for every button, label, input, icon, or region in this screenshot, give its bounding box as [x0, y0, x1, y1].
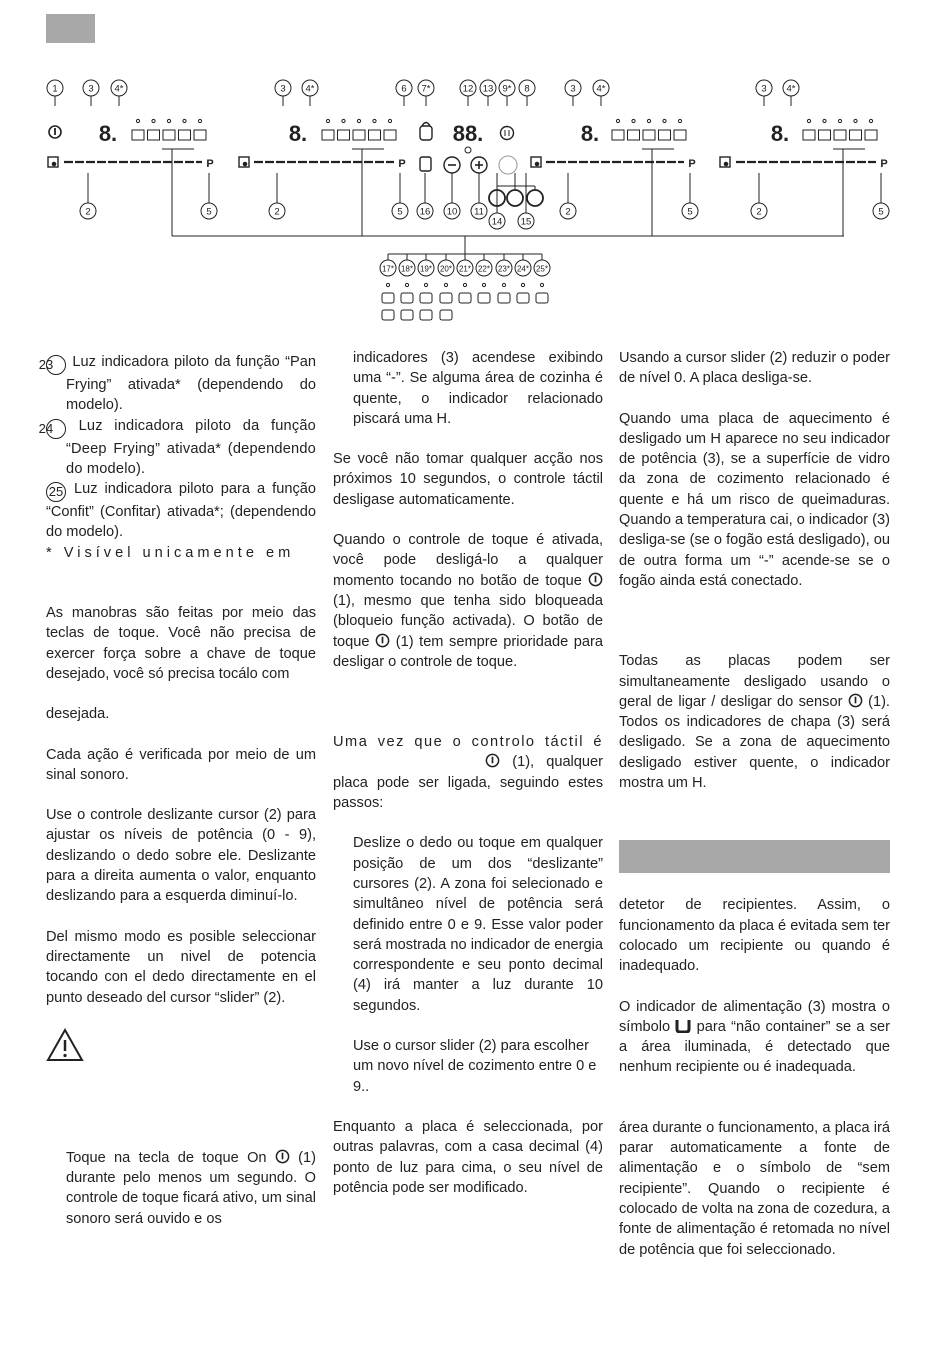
- callout-label: 2: [565, 206, 571, 218]
- level-box: [674, 130, 686, 140]
- callout-label: 10: [446, 206, 458, 218]
- callout-label: 25*: [535, 264, 549, 274]
- led-dot: [373, 119, 376, 122]
- paragraph: Enquanto a placa é seleccionada, por outras palavras, com a casa decimal (4) ponto de luz para cima, o seu nível de potência pode ser modificado.: [333, 1118, 603, 1196]
- led-dot: [444, 283, 447, 286]
- led-dot: [854, 119, 857, 122]
- paragraph: desejada.: [46, 706, 110, 723]
- function-button-icon: [527, 190, 543, 206]
- led-dot: [502, 283, 505, 286]
- paragraph: Del mismo modo es posible seleccionar directamente un nivel de potencia tocando con el dedo directamente en el punto deseado del cursor “slider” (2).: [46, 928, 316, 1006]
- level-box: [865, 130, 877, 140]
- zone-icon: [535, 162, 539, 166]
- zone-icon: [243, 162, 247, 166]
- clock-icon: [465, 147, 471, 153]
- paragraph: [333, 732, 603, 813]
- led-dot: [357, 119, 360, 122]
- power-icon: [848, 693, 863, 708]
- timer-zone-icon: [420, 157, 431, 171]
- paragraph-text: Todas as placas podem ser simultaneamente desligado usando o geral de ligar / desligar do sensor: [619, 653, 890, 710]
- level-box: [369, 130, 381, 140]
- function-button-icon: [507, 190, 523, 206]
- function-icon: [440, 310, 452, 320]
- function-icon: [420, 293, 432, 303]
- sensor-circle: [499, 156, 517, 174]
- callout-label: 18*: [400, 264, 414, 274]
- zone-icon: [724, 162, 728, 166]
- callout-label: 20*: [439, 264, 453, 274]
- callout-label: 9*: [502, 83, 512, 95]
- paragraph-text: (1), mesmo que tenha sido bloqueada (bloqueio função activada). O botão de toque: [333, 592, 603, 650]
- warning-icon: [46, 1028, 316, 1066]
- callout-label: 21*: [458, 264, 472, 274]
- callout-label: 7*: [421, 83, 431, 95]
- callout-label: 4*: [305, 83, 315, 95]
- zone-icon: [52, 162, 56, 166]
- power-icon: [485, 753, 500, 768]
- function-icon: [517, 293, 529, 303]
- led-dot: [424, 283, 427, 286]
- item-23-text: Luz indicadora piloto da função “Pan Frying” ativada* (dependendo do modelo).: [66, 354, 317, 414]
- led-dot: [167, 119, 170, 122]
- callout-label: 19*: [419, 264, 433, 274]
- led-dot: [326, 119, 329, 122]
- led-dot: [342, 119, 345, 122]
- callout-label: 4*: [786, 83, 796, 95]
- control-panel-diagram: [0, 60, 950, 340]
- level-box: [628, 130, 640, 140]
- level-box: [322, 130, 334, 140]
- power-level-display: 8.: [288, 121, 308, 146]
- callout-label: 22*: [477, 264, 491, 274]
- paragraph: As manobras são feitas por meio das teclas de toque. Você não precisa de exercer força sobre a chave de toque desejado, você só precisa tocálo com: [46, 605, 316, 682]
- level-box: [643, 130, 655, 140]
- led-dot: [823, 119, 826, 122]
- paragraph: Usando a cursor slider (2) reduzir o poder de nível 0. A placa desliga-se.: [619, 350, 890, 387]
- led-dot: [647, 119, 650, 122]
- led-dot: [388, 119, 391, 122]
- callout-label: 1: [52, 83, 58, 95]
- number-badge: 25: [46, 482, 66, 502]
- level-box: [612, 130, 624, 140]
- power-level-display: 8.: [770, 121, 790, 146]
- callout-label: 2: [756, 206, 762, 218]
- paragraph-text: Toque na tecla de toque On: [66, 1149, 267, 1166]
- timer-display: 88.: [452, 121, 484, 146]
- led-dot: [807, 119, 810, 122]
- paragraph: Use o controle deslizante cursor (2) para ajustar os níveis de potência (0 - 9), deslizando o dedo sobre ele. Deslizante para a direita aumenta o valor, enquanto deslizando para a esquerda diminuí-lo.: [46, 807, 316, 905]
- level-box: [148, 130, 160, 140]
- paragraph: Se você não tomar qualquer acção nos próximos 10 segundos, o controle táctil desligase automaticamente.: [333, 451, 603, 508]
- led-dot: [869, 119, 872, 122]
- led-dot: [152, 119, 155, 122]
- column-1: [38, 352, 317, 1229]
- callout-label: 16: [419, 206, 431, 218]
- level-box: [803, 130, 815, 140]
- column-3: [619, 348, 890, 1260]
- slider-end-label: P: [398, 158, 406, 170]
- callout-label: 5: [206, 206, 212, 218]
- paragraph: Use o cursor slider (2) para escolher um novo nível de cozimento entre 0 e 9..: [353, 1038, 597, 1095]
- level-box: [834, 130, 846, 140]
- paragraph: detetor de recipientes. Assim, o funcionamento da placa é evitada sem ter colocado um recipiente ou quando é inadequado.: [619, 897, 890, 975]
- item-25: [46, 479, 316, 543]
- callout-label: 3: [761, 83, 767, 95]
- number-badge: 24: [46, 419, 66, 439]
- led-dot: [405, 283, 408, 286]
- callout-label: 6: [401, 83, 407, 95]
- callout-label: 24*: [516, 264, 530, 274]
- callout-label: 17*: [381, 264, 395, 274]
- column-2: [333, 348, 603, 1198]
- paragraph: Cada ação é verificada por meio de um sinal sonoro.: [46, 746, 316, 783]
- item-25-text: Luz indicadora piloto para a função “Confit” (Confitar) ativada*; (dependendo do modelo).: [46, 481, 316, 541]
- footnote: * Visível unicamente em: [46, 544, 295, 561]
- section-header-bar: [46, 14, 95, 43]
- led-dot: [136, 119, 139, 122]
- paragraph: indicadores (3) acendese exibindo uma “-”. Se alguma área de cozinha é quente, o indicador relacionado piscará uma H.: [353, 350, 603, 427]
- led-dot: [663, 119, 666, 122]
- slider-end-label: P: [880, 158, 888, 170]
- slider-end-label: P: [688, 158, 696, 170]
- callout-label: 14: [491, 216, 503, 228]
- paragraph-text: (1), qualquer placa pode ser ligada, seguindo estes passos:: [333, 754, 604, 812]
- paragraph: Quando uma placa de aquecimento é desligado um H aparece no seu indicador de potência (3), se a superfície de vidro da zona de cozimento relacionado é quente e há um risco de queimaduras. Quando a temperatura cai, o indicador (3) desliga-se (se o fogão está desligado), ou de outra forma um “-” acende-se se o fogão ainda está conectado.: [619, 410, 890, 589]
- callout-label: 4*: [114, 83, 124, 95]
- function-icon: [498, 293, 510, 303]
- led-dot: [616, 119, 619, 122]
- callout-label: 12: [462, 83, 474, 95]
- no-container-icon: [675, 1019, 691, 1033]
- led-dot: [463, 283, 466, 286]
- callout-label: 3: [88, 83, 94, 95]
- callout-label: 3: [280, 83, 286, 95]
- paragraph-text: O indicador de alimentação (3) mostra o símbolo: [619, 998, 890, 1035]
- paragraph: área durante o funcionamento, a placa irá parar automaticamente a fonte de alimentação e o símbolo de “sem recipiente”. Quando o recipiente é colocado de volta na zona de cozedura, a fonte de alimentação é retomada no nível de potência que foi seleccionado.: [619, 1119, 890, 1258]
- callout-label: 23*: [497, 264, 511, 274]
- level-box: [850, 130, 862, 140]
- function-icon: [459, 293, 471, 303]
- slider-end-label: P: [206, 158, 214, 170]
- function-icon: [382, 293, 394, 303]
- number-badge: 23: [46, 355, 66, 375]
- led-dot: [540, 283, 543, 286]
- led-dot: [198, 119, 201, 122]
- level-box: [384, 130, 396, 140]
- level-box: [194, 130, 206, 140]
- lock-icon: [420, 126, 432, 140]
- function-icon: [401, 310, 413, 320]
- paragraph-text: Uma vez que o controlo táctil é: [333, 734, 603, 751]
- callout-label: 2: [85, 206, 91, 218]
- power-icon: [588, 572, 603, 587]
- paragraph: [619, 997, 890, 1078]
- power-icon: [275, 1149, 290, 1164]
- callout-label: 2: [274, 206, 280, 218]
- callout-label: 8: [524, 83, 530, 95]
- led-dot: [183, 119, 186, 122]
- led-dot: [521, 283, 524, 286]
- function-icon: [536, 293, 548, 303]
- paragraph: [619, 651, 890, 793]
- level-box: [819, 130, 831, 140]
- led-dot: [482, 283, 485, 286]
- power-icon: [375, 633, 390, 648]
- paragraph: [66, 1148, 316, 1229]
- led-dot: [838, 119, 841, 122]
- pause-icon: [501, 127, 514, 140]
- level-box: [338, 130, 350, 140]
- level-box: [353, 130, 365, 140]
- callout-label: 5: [687, 206, 693, 218]
- callout-label: 13: [482, 83, 494, 95]
- level-box: [659, 130, 671, 140]
- function-icon: [440, 293, 452, 303]
- callout-label: 5: [878, 206, 884, 218]
- led-dot: [386, 283, 389, 286]
- power-level-display: 8.: [580, 121, 600, 146]
- paragraph-text: (1). Todos os indicadores de chapa (3) será desligado. Se a zona de aquecimento desligado estiver quente, o indicador mostra um H.: [619, 693, 890, 792]
- led-dot: [678, 119, 681, 122]
- paragraph-text: (1) tem sempre prioridade para desligar o controle de toque.: [333, 633, 603, 670]
- item-24: [38, 416, 316, 480]
- paragraph-text: (1) durante pelo menos um segundo. O controle de toque ficará ativo, um sinal sonoro será ouvido e os: [66, 1149, 316, 1227]
- callout-label: 5: [397, 206, 403, 218]
- level-box: [132, 130, 144, 140]
- item-24-text: Luz indicadora piloto da função “Deep Frying” ativada* (dependendo do modelo).: [66, 417, 316, 477]
- function-icon: [478, 293, 490, 303]
- function-icon: [420, 310, 432, 320]
- callout-label: 15: [520, 216, 532, 228]
- callout-label: 3: [570, 83, 576, 95]
- power-level-display: 8.: [98, 121, 118, 146]
- item-23: [38, 352, 317, 416]
- function-icon: [382, 310, 394, 320]
- level-box: [179, 130, 191, 140]
- callout-label: 11: [474, 206, 484, 218]
- function-icon: [401, 293, 413, 303]
- paragraph: Deslize o dedo ou toque em qualquer posição de um dos “deslizante” cursores (2). A zona foi selecionado e simultâneo nível de potência será definido entre 0 e 9. Esse valor poder será mostrada no indicador de energia correspondente e seu ponto decimal (4) irá manter a luz durante 10 segundos.: [353, 835, 603, 1014]
- level-box: [163, 130, 175, 140]
- paragraph-text: Quando o controle de toque é ativada, você pode desligá-lo a qualquer momento tocando no botão de toque: [333, 532, 603, 589]
- led-dot: [632, 119, 635, 122]
- callout-label: 4*: [596, 83, 606, 95]
- paragraph-text: para “não container” se a ser a área iluminada, é detectado que nenhum recipiente ou é inadequada.: [619, 1018, 891, 1076]
- paragraph: [333, 530, 603, 672]
